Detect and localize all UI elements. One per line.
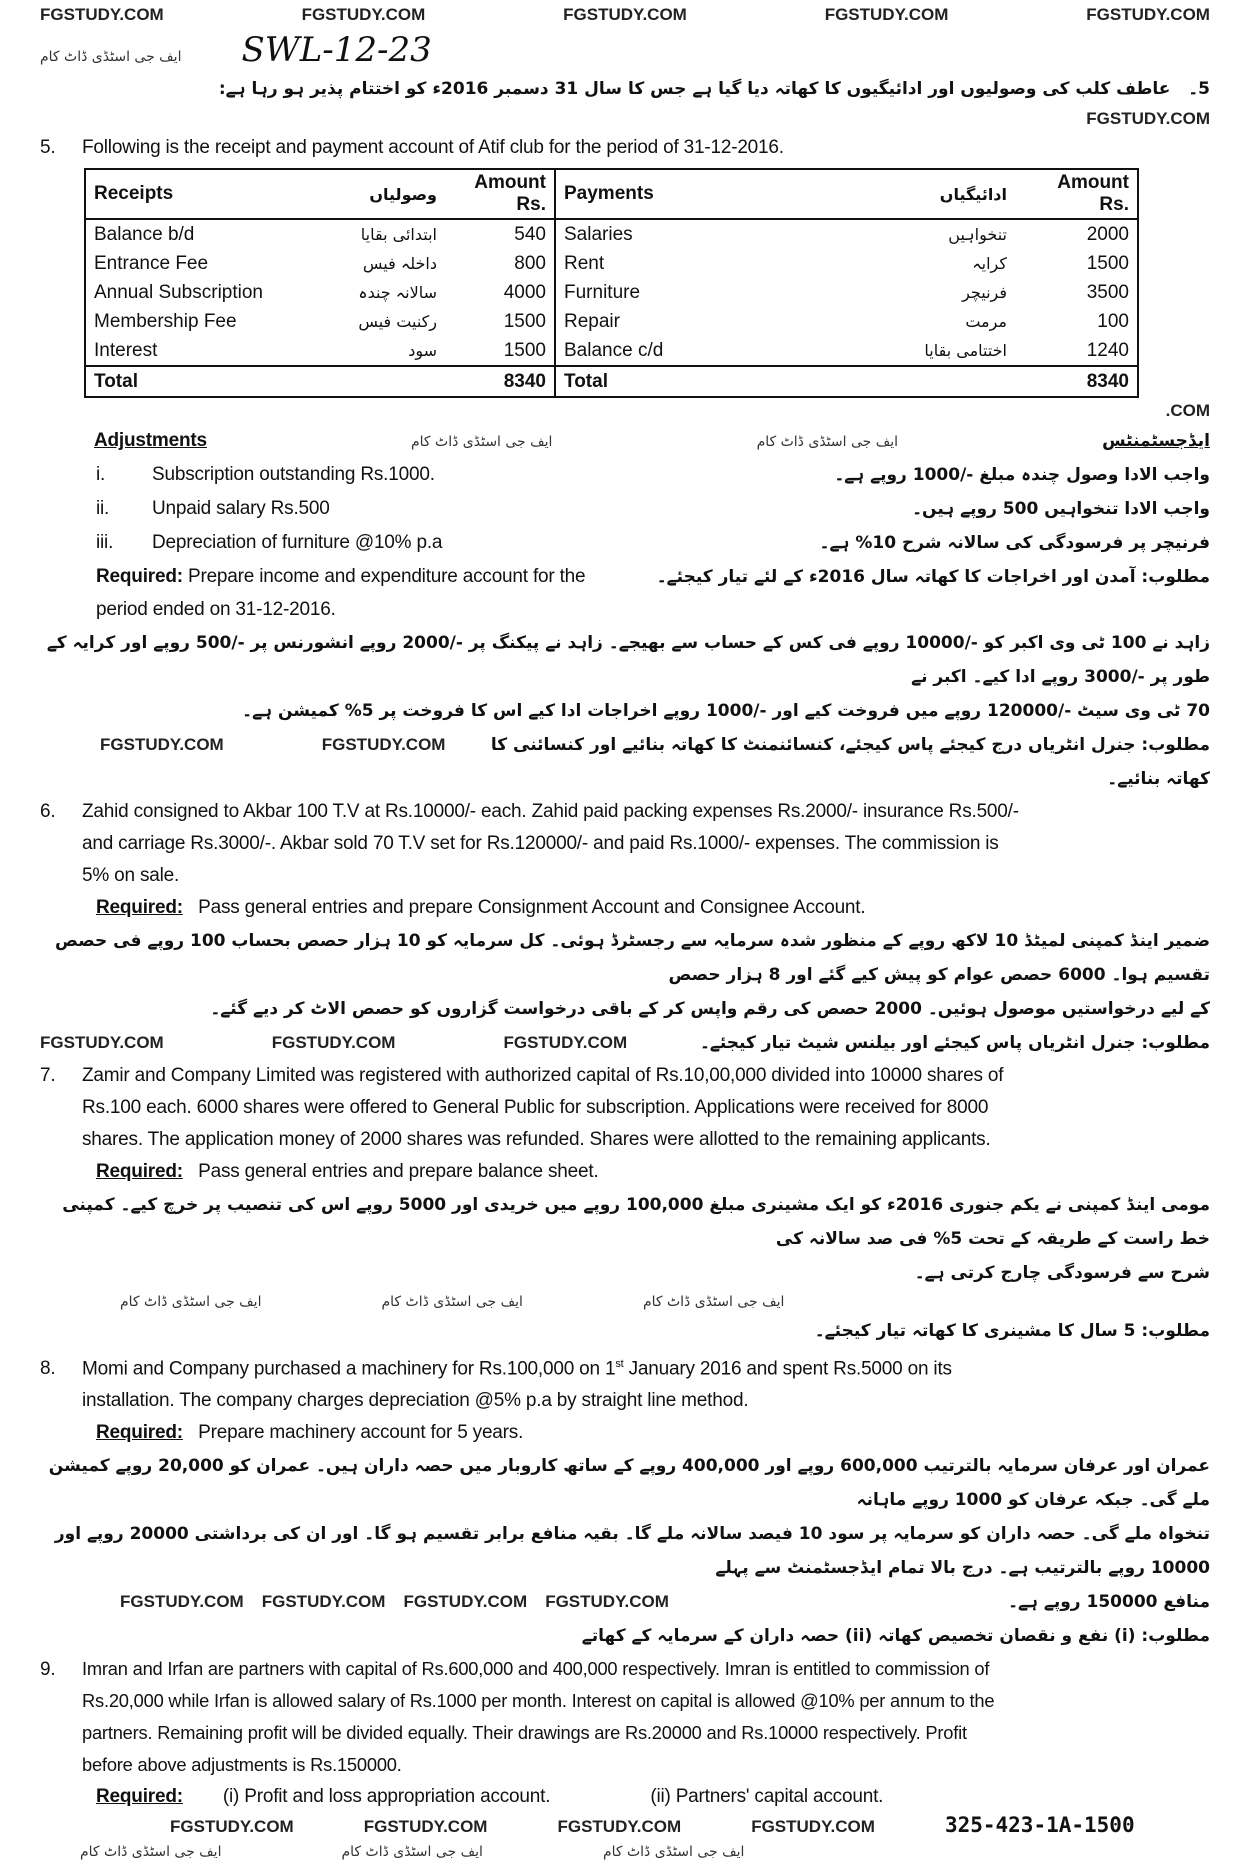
urdu-watermark: ایف جی اسٹڈی ڈاٹ کام: [381, 1294, 523, 1310]
watermark: .COM: [1165, 401, 1210, 420]
table-row: [85, 278, 1138, 307]
table-row: [85, 307, 1138, 336]
paper-code: 325-423-1A-1500: [944, 1813, 1135, 1838]
receipt-label: Membership Fee: [94, 310, 237, 332]
adjustment-text: Depreciation of furniture @10% p.a: [152, 532, 443, 553]
q7-question: [40, 1060, 1210, 1156]
q5-required-urdu: مطلوب: آمدن اور اخراجات کا کھاتہ سال 2016ء کے لئے تیار کیجئے۔: [656, 567, 1210, 587]
adjustment-text: Unpaid salary Rs.500: [152, 498, 330, 519]
adjustments-urdu: ایڈجسٹمنٹس: [1102, 431, 1210, 451]
payment-urdu: کرایہ: [972, 254, 1007, 273]
q8-text: [82, 1348, 1210, 1417]
adjustment-urdu: فرنیچر پر فرسودگی کی سالانہ شرح 10% ہے۔: [819, 533, 1210, 553]
q6-text: [82, 796, 1210, 892]
urdu-watermark: ایف جی اسٹڈی ڈاٹ کام: [410, 434, 553, 450]
watermark: FGSTUDY.COM: [100, 735, 224, 754]
adjustment-text: Subscription outstanding Rs.1000.: [152, 464, 435, 485]
payment-amount: 1500: [1086, 252, 1129, 274]
watermark: FGSTUDY.COM: [120, 1592, 244, 1612]
watermark: FGSTUDY.COM: [1086, 5, 1210, 24]
adjustment-number: iii.: [96, 532, 114, 553]
urdu-watermark: ایف جی اسٹڈی ڈاٹ کام: [642, 1294, 785, 1310]
receipts-header-urdu: وصولیاں: [315, 169, 445, 219]
q8-text-line: installation. The company charges depreciation @5% p.a by straight line method.: [82, 1390, 749, 1412]
adjustment-urdu: واجب الادا وصول چندہ مبلغ -/1000 روپے ہے۔: [834, 465, 1210, 485]
q6-required: Required: Pass general entries and prepare Consignment Account and Consignee Account.: [96, 897, 866, 918]
watermark-row: [40, 1585, 1210, 1619]
q9-text-line: Rs.20,000 while Irfan is allowed salary of Rs.1000 per month. Interest on capital is allowed @10% per annum to the: [82, 1690, 995, 1712]
amount-header: Amount Rs.: [1015, 169, 1138, 219]
receipts-header: Receipts: [85, 169, 315, 219]
urdu-watermark: ایف جی اسٹڈی ڈاٹ کام: [602, 1844, 745, 1861]
q9-urdu-line: تنخواہ ملے گی۔ حصہ داران کو سرمایہ پر سود 10 فیصد سالانہ ملے گا۔ بقیہ منافع برابر تقسیم ہو گا۔ اور ان کی برداشتی 20000 روپے اور 10000 روپے بالترتیب ہے۔ درج بالا تمام ایڈجسٹمنٹ سے پہلے: [54, 1524, 1210, 1579]
adjustment-row: [40, 492, 1210, 526]
payment-urdu: اختتامی بقایا: [924, 341, 1007, 360]
adjustment-row: [40, 458, 1210, 492]
q6-number: 6.: [40, 801, 56, 822]
q8-urdu-line: شرح سے فرسودگی چارج کرتی ہے۔: [914, 1263, 1210, 1283]
q9-question: [40, 1653, 1210, 1781]
q5-required-line2: period ended on 31-12-2016.: [96, 599, 336, 620]
urdu-watermark-row: [40, 1290, 1210, 1314]
watermark: FGSTUDY.COM: [557, 1817, 682, 1837]
q6-urdu-line: زاہد نے 100 ٹی وی اکبر کو -/10000 روپے فی کس کے حساب سے بھیجے۔ زاہد نے پیکنگ پر -/2000 روپے انشورنس پر -/500 روپے اور کرایہ کے طور پر -/3000 روپے ادا کیے۔ اکبر نے: [46, 633, 1210, 687]
receipt-label: Entrance Fee: [94, 252, 209, 274]
watermark: FGSTUDY.COM: [751, 1817, 875, 1837]
q7-text-line: Rs.100 each. 6000 shares were offered to General Public for subscription. Applications were received for 8000: [82, 1097, 989, 1118]
q9-required-row: [40, 1781, 1210, 1813]
header-row: [40, 28, 1210, 72]
payment-label: Repair: [555, 307, 785, 336]
receipt-amount: 800: [514, 252, 546, 274]
receipt-urdu: داخلہ فیس: [362, 254, 437, 273]
watermark: FGSTUDY.COM: [545, 1592, 669, 1612]
q7-required-urdu-row: [40, 1026, 1210, 1060]
q9-number: 9.: [40, 1659, 56, 1681]
receipt-urdu: سالانہ چندہ: [358, 283, 437, 302]
q9-text: [82, 1653, 1210, 1781]
table-row: [85, 249, 1138, 278]
q7-text-line: Zamir and Company Limited was registered with authorized capital of Rs.10,00,000 divided into 10000 shares of: [82, 1065, 1004, 1086]
q9-text-line: partners. Remaining profit will be divided equally. Their drawings are Rs.20000 and Rs.10000 respectively. Profit: [82, 1722, 967, 1744]
receipt-label: Balance b/d: [94, 223, 195, 245]
q5-question: [40, 132, 1210, 164]
q6-urdu-required: مطلوب: جنرل انٹریاں درج کیجئے پاس کیجئے، کنسائنمنٹ کا کھاتہ بنائیے اور کنسائنی کا کھاتہ بنائیے۔: [490, 735, 1210, 789]
q9-required-i: (i) Profit and loss appropriation account.: [222, 1786, 551, 1808]
handwritten-code: SWL-12-23: [241, 30, 432, 70]
q9-required-ii: (ii) Partners' capital account.: [650, 1786, 884, 1808]
q7-urdu-line: ضمیر اینڈ کمپنی لمیٹڈ 10 لاکھ روپے کے منظور شدہ سرمایہ سے رجسٹرڈ ہوئی۔ کل سرمایہ کو 10 ہزار حصص بحساب 100 روپے فی حصص تقسیم ہوا۔ 6000 حصص عوام کو پیش کیے گئے اور 8 ہزار حصص: [55, 931, 1210, 985]
urdu-watermark: ایف جی اسٹڈی ڈاٹ کام: [80, 1844, 222, 1861]
payment-label: Furniture: [555, 278, 785, 307]
q9-text-line: Imran and Irfan are partners with capital of Rs.600,000 and 400,000 respectively. Imran is entitled to commission of: [82, 1658, 990, 1680]
adjustment-row: [40, 526, 1210, 560]
receipt-urdu: رکنیت فیس: [358, 312, 437, 331]
urdu-watermark: ایف جی اسٹڈی ڈاٹ کام: [341, 1844, 483, 1861]
receipt-urdu: سود: [408, 341, 437, 360]
q9-urdu-required: مطلوب: (i) نفع و نقصان تخصیص کھاتہ (ii) حصہ داران کے سرمایہ کے کھاتے: [581, 1626, 1210, 1647]
q8-required: Required: Prepare machinery account for 5 years.: [96, 1422, 524, 1444]
q8-urdu-line: مومی اینڈ کمپنی نے یکم جنوری 2016ء کو ایک مشینری مبلغ 100,000 روپے میں خریدی اور 5000 روپے اس کی تنصیب پر خرچ کیے۔ کمپنی خط راست کے طریقہ کے تحت 5% فی صد سالانہ کی: [62, 1195, 1210, 1249]
q7-number: 7.: [40, 1065, 56, 1086]
q6-question: [40, 796, 1210, 892]
total-label: Total: [85, 366, 315, 397]
q7-required: Required: Pass general entries and prepare balance sheet.: [96, 1161, 599, 1182]
payment-urdu: تنخواہیں: [948, 225, 1007, 244]
urdu-watermark: ایف جی اسٹڈی ڈاٹ کام: [756, 434, 899, 450]
q9-required-label: Required:: [96, 1786, 183, 1808]
payment-amount: 2000: [1086, 223, 1129, 245]
receipt-amount: 1500: [503, 310, 546, 332]
payment-amount: 100: [1097, 310, 1129, 332]
receipt-urdu: ابتدائی بقایا: [360, 225, 437, 244]
q7-text-line: shares. The application money of 2000 shares was refunded. Shares were allotted to the remaining applicants.: [82, 1129, 991, 1150]
q5-required-row: [40, 560, 1210, 594]
table-row: [85, 219, 1138, 249]
receipts-total: 8340: [445, 366, 555, 397]
total-label: Total: [555, 366, 785, 397]
urdu-watermark: ایف جی اسٹڈی ڈاٹ کام: [120, 1294, 262, 1310]
adjustments-label: Adjustments: [94, 430, 207, 451]
q6-text-line: and carriage Rs.3000/-. Akbar sold 70 T.V set for Rs.120000/- and paid Rs.1000/- expenses. The commission is: [82, 833, 999, 854]
q9-urdu-line: منافع 150000 روپے ہے۔: [1008, 1592, 1210, 1613]
payment-label: Rent: [555, 249, 785, 278]
payment-label: Balance c/d: [555, 336, 785, 366]
receipt-amount: 540: [514, 223, 546, 245]
watermark: FGSTUDY.COM: [271, 1033, 396, 1052]
urdu-watermark: ایف جی اسٹڈی ڈاٹ کام: [40, 49, 182, 65]
watermark: FGSTUDY.COM: [170, 1817, 294, 1837]
payments-header-urdu: ادائیگیاں: [785, 169, 1015, 219]
watermark: FGSTUDY.COM: [40, 5, 164, 24]
q6-text-line: 5% on sale.: [82, 865, 180, 886]
payment-label: Salaries: [555, 219, 785, 249]
adjustments-heading-row: [40, 424, 1210, 458]
q5-urdu-text: 5۔ عاطف کلب کی وصولیوں اور ادائیگیوں کا کھاتہ دیا گیا ہے جس کا سال 31 دسمبر 2016ء کو اختتام پذیر ہو رہا ہے:: [218, 79, 1210, 99]
receipt-amount: 1500: [503, 339, 546, 361]
q6-required-urdu-row: [40, 728, 1210, 796]
payments-total: 8340: [1015, 366, 1138, 397]
watermark: FGSTUDY.COM: [824, 5, 949, 24]
table-row: [85, 336, 1138, 366]
payment-amount: 3500: [1086, 281, 1129, 303]
payment-urdu: فرنیچر: [962, 283, 1007, 302]
q5-required: Required: Prepare income and expenditure account for the: [96, 566, 586, 587]
q7-urdu-line: کے لیے درخواستیں موصول ہوئیں۔ 2000 حصص کی رقم واپس کر کے باقی درخواست گزاروں کو حصص الاٹ کر دیے گئے۔: [210, 999, 1210, 1019]
footer-watermark-row: [40, 1813, 1210, 1840]
footer-urdu-row: [40, 1840, 1210, 1864]
q6-urdu-line: 70 ٹی وی سیٹ -/120000 روپے میں فروخت کیے اور -/1000 روپے اخراجات ادا کیے اس کا فروخت پر 5% کمیشن ہے۔: [242, 701, 1210, 721]
watermark: FGSTUDY.COM: [563, 5, 687, 24]
amount-header: Amount Rs.: [445, 169, 555, 219]
watermark-row: [40, 106, 1210, 132]
receipt-label: Annual Subscription: [94, 281, 263, 303]
q7-text: [82, 1060, 1210, 1156]
watermark: FGSTUDY.COM: [503, 1033, 628, 1052]
payment-urdu: مرمت: [965, 312, 1007, 331]
watermark-row: [40, 398, 1210, 424]
q8-urdu-required: مطلوب: 5 سال کا مشینری کا کھاتہ تیار کیجئے۔: [814, 1321, 1210, 1341]
q8-question: [40, 1348, 1210, 1417]
q5-number: 5.: [40, 137, 56, 158]
receipt-payment-table: [84, 168, 1139, 398]
q7-urdu-required: مطلوب: جنرل انٹریاں پاس کیجئے اور بیلنس شیٹ تیار کیجئے۔: [699, 1033, 1210, 1053]
adjustment-urdu: واجب الادا تنخواہیں 500 روپے ہیں۔: [912, 499, 1210, 519]
receipt-amount: 4000: [503, 281, 546, 303]
q6-text-line: Zahid consigned to Akbar 100 T.V at Rs.10000/- each. Zahid paid packing expenses Rs.2000/- insurance Rs.500/-: [82, 801, 1019, 822]
watermark: FGSTUDY.COM: [261, 1592, 386, 1612]
receipt-label: Interest: [94, 339, 158, 361]
watermark: FGSTUDY.COM: [403, 1592, 528, 1612]
watermark: FGSTUDY.COM: [363, 1817, 488, 1837]
q5-text: Following is the receipt and payment account of Atif club for the period of 31-12-2016.: [82, 137, 784, 158]
total-row: [85, 366, 1138, 397]
adjustment-number: ii.: [96, 498, 110, 519]
q9-urdu-line: عمران اور عرفان سرمایہ بالترتیب 600,000 روپے اور 400,000 روپے کے ساتھ کاروبار میں حصہ داران ہیں۔ عمران کو 20,000 روپے کمیشن ملے گی۔ جبکہ عرفان کو 1000 روپے ماہانہ: [48, 1456, 1210, 1511]
payments-header: Payments: [555, 169, 785, 219]
payment-amount: 1240: [1086, 339, 1129, 361]
watermark: FGSTUDY.COM: [40, 1033, 164, 1052]
q8-number: 8.: [40, 1358, 56, 1380]
adjustment-number: i.: [96, 464, 106, 485]
q9-text-line: before above adjustments is Rs.150000.: [82, 1754, 402, 1776]
watermark: FGSTUDY.COM: [1086, 109, 1210, 128]
watermark-row: [40, 2, 1210, 28]
watermark: FGSTUDY.COM: [321, 735, 446, 754]
q8-text-line: Momi and Company purchased a machinery for Rs.100,000 on 1st January 2016 and spent Rs.5000 on its: [82, 1358, 952, 1380]
watermark: FGSTUDY.COM: [301, 5, 426, 24]
